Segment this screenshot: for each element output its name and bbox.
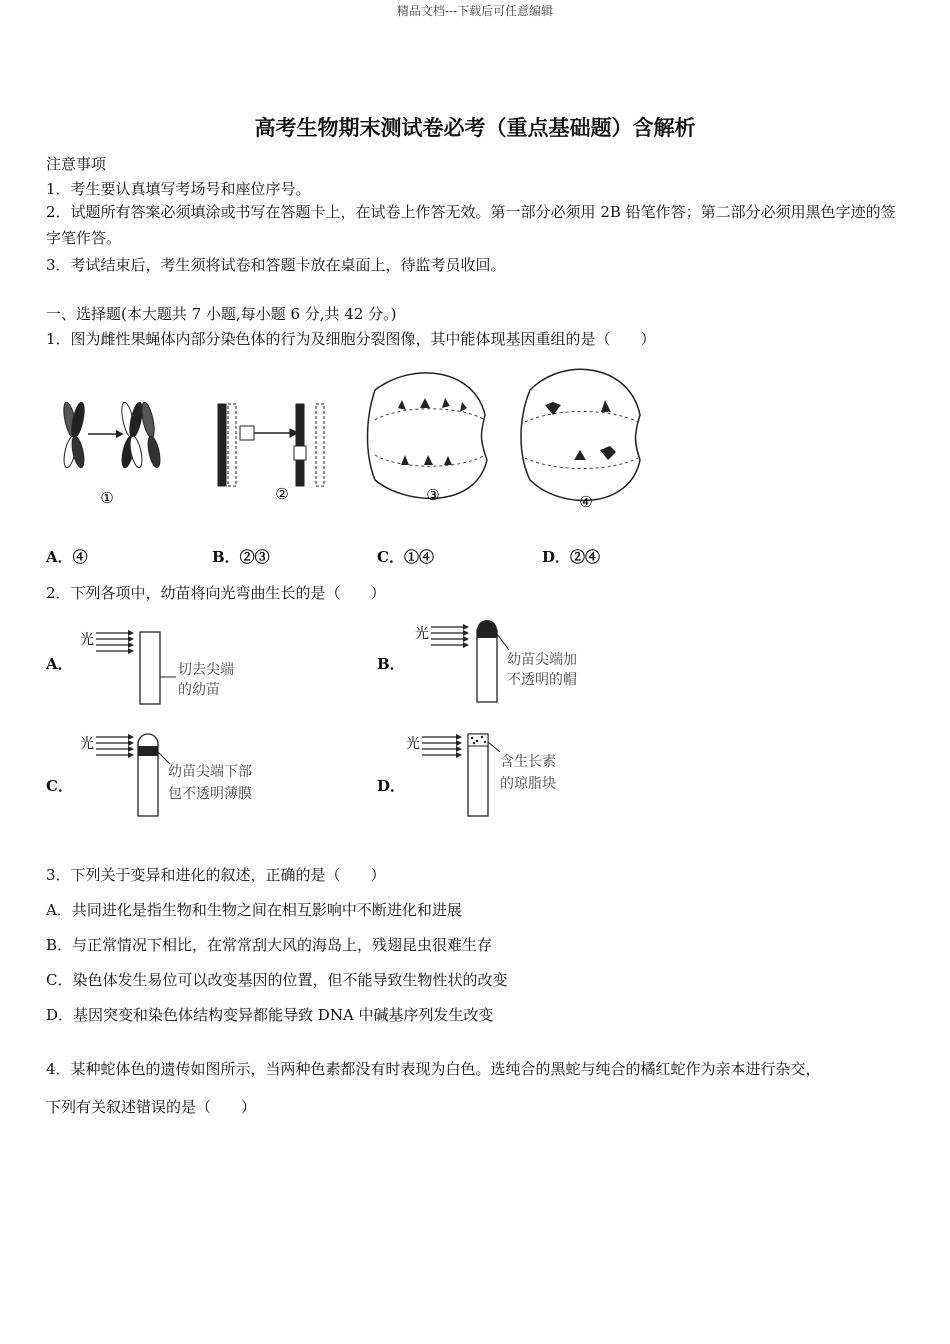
figure-label-3: ③ (426, 486, 440, 504)
light-label: 光 (406, 736, 420, 752)
notice-item-2: 2．试题所有答案必须填涂或书写在答题卡上，在试卷上作答无效。第一部分必须用 2B 铅笔作答；第二部分必须用黑色字迹的签字笔作答。 (46, 203, 896, 247)
q2-option-b-letter: B． (377, 655, 405, 673)
notice-item-3: 3．考试结束后，考生须将试卷和答题卡放在桌面上，待监考员收回。 (46, 256, 506, 274)
q2-c-label-2: 包不透明薄膜 (168, 786, 252, 802)
q2-b-label-2: 不透明的帽 (507, 672, 577, 688)
q4-stem-line-2: 下列有关叙述错误的是（ ） (46, 1098, 257, 1116)
q3-option-a: A．共同进化是指生物和生物之间在相互影响中不断进化和进展 (46, 901, 462, 919)
q1-figure (40, 360, 660, 520)
notice-heading: 注意事项 (46, 155, 107, 173)
figure-label-4: ④ (579, 493, 593, 511)
section-heading: 一、选择题(本大题共 7 小题,每小题 6 分,共 42 分。) (46, 305, 397, 323)
light-label: 光 (80, 632, 94, 648)
q3-option-b: B．与正常情况下相比，在常常刮大风的海岛上，残翅昆虫很难生存 (46, 936, 493, 954)
light-label: 光 (415, 626, 429, 642)
q2-option-c-letter: C． (46, 777, 73, 795)
q3-stem: 3．下列关于变异和进化的叙述，正确的是（ ） (46, 866, 386, 884)
page-header: 精品文档---下载后可任意编辑 (396, 4, 554, 18)
light-label: 光 (80, 736, 94, 752)
q2-stem: 2．下列各项中，幼苗将向光弯曲生长的是（ ） (46, 584, 386, 602)
chromosome-bars-figure-2 (218, 404, 324, 486)
seedling (140, 632, 160, 704)
dividing-cell-figure-3 (368, 373, 488, 499)
agar-block (468, 734, 488, 746)
q2-option-a-letter: A． (46, 655, 73, 673)
opaque-film (138, 746, 158, 756)
q3-option-c: C．染色体发生易位可以改变基因的位置，但不能导致生物性状的改变 (46, 971, 508, 989)
q2-b-label-1: 幼苗尖端加 (507, 652, 577, 668)
q4-stem-line-1: 4．某种蛇体色的遗传如图所示，当两种色素都没有时表现为白色。选纯合的黑蛇与纯合的橘红蛇作为亲本进行杂交， (46, 1060, 821, 1078)
opaque-cap (477, 620, 497, 638)
q2-option-b-figure (405, 616, 605, 708)
q2-option-c-figure (70, 726, 290, 822)
q2-d-label-2: 的琼脂块 (500, 776, 556, 792)
q2-a-label-2: 的幼苗 (178, 682, 220, 698)
figure-label-1: ① (100, 489, 114, 507)
q3-option-d: D．基因突变和染色体结构变异都能导致 DNA 中碱基序列发生改变 (46, 1006, 494, 1024)
q2-a-label-1: 切去尖端 (178, 662, 234, 678)
figure-label-2: ② (275, 485, 289, 503)
q2-d-label-1: 含生长素 (500, 754, 556, 770)
notice-item-1: 1．考生要认真填写考场号和座位序号。 (46, 180, 311, 198)
q2-option-d-figure (400, 726, 600, 822)
dividing-cell-figure-4 (521, 369, 640, 500)
q1-stem: 1．图为雌性果蝇体内部分染色体的行为及细胞分裂图像，其中能体现基因重组的是（ ） (46, 330, 656, 348)
q1-option-a: A．④ (46, 548, 88, 566)
q1-option-c: C．①④ (377, 548, 434, 566)
q2-option-a-figure (70, 622, 270, 712)
page-title: 高考生物期末测试卷必考（重点基础题）含解析 (254, 116, 696, 140)
q1-option-b: B．②③ (212, 548, 270, 566)
q2-option-d-letter: D． (377, 777, 406, 795)
chromosome-pair-figure-1 (61, 401, 162, 468)
q2-c-label-1: 幼苗尖端下部 (168, 764, 252, 780)
q1-option-d: D．②④ (542, 548, 601, 566)
